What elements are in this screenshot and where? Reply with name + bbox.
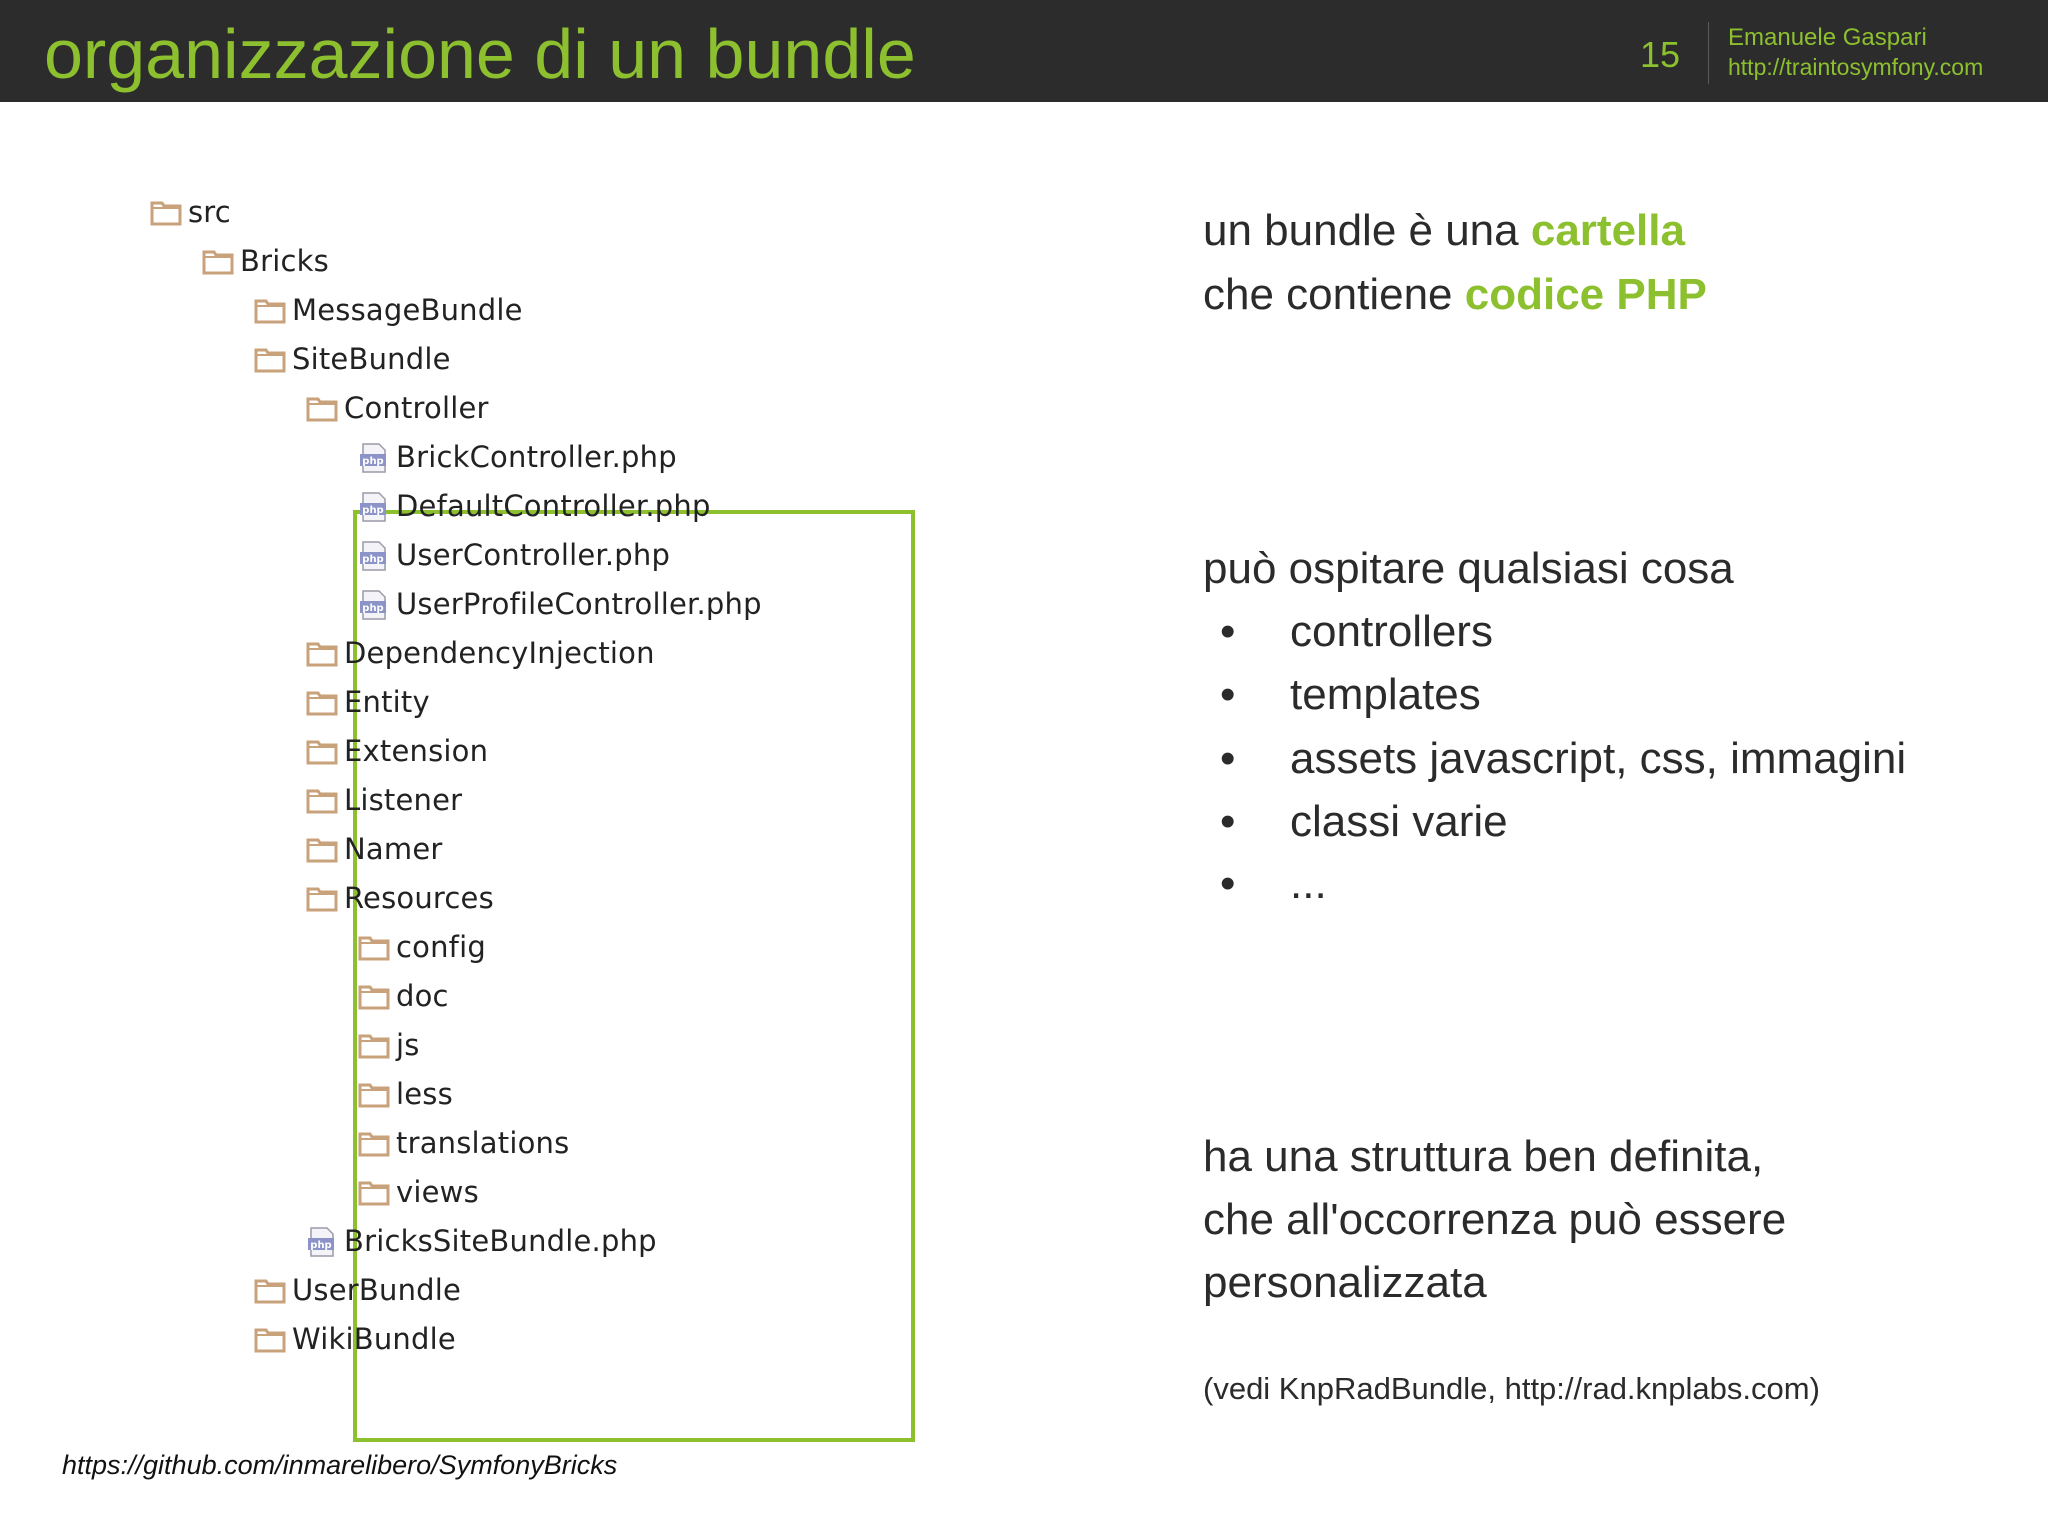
tree-item-label: src <box>188 195 231 229</box>
tree-row[interactable] <box>306 878 494 918</box>
tree-row[interactable] <box>306 731 488 771</box>
tree-item-label: Controller <box>344 391 489 425</box>
bullet-text: assets javascript, css, immagini <box>1290 734 1907 783</box>
folder-icon <box>358 1177 390 1207</box>
tree-row[interactable] <box>254 1270 461 1310</box>
php-file-icon <box>306 1226 338 1256</box>
file-tree <box>120 180 820 1380</box>
tree-item-label: Bricks <box>240 244 329 278</box>
bullet-item: • assets javascript, css, immagini <box>1220 734 1907 783</box>
tree-row[interactable] <box>202 241 329 281</box>
tree-item-label: Listener <box>344 783 463 817</box>
tree-item-label: views <box>396 1175 479 1209</box>
intro-line-1 <box>1203 203 1685 259</box>
folder-icon <box>306 736 338 766</box>
tree-row[interactable] <box>358 1025 420 1065</box>
folder-icon <box>150 197 182 227</box>
svg-text:php: php <box>362 554 384 565</box>
tree-item-label: Entity <box>344 685 430 719</box>
folder-icon <box>358 1030 390 1060</box>
tree-row[interactable] <box>150 192 231 232</box>
header-divider <box>1708 22 1709 84</box>
structure-line-2: che all'occorrenza può essere <box>1203 1195 1787 1244</box>
tree-item-label: doc <box>396 979 449 1013</box>
folder-icon <box>358 1079 390 1109</box>
folder-icon <box>306 883 338 913</box>
intro-text-2: che contiene <box>1203 270 1465 319</box>
bullet-item: • ... <box>1220 859 1327 908</box>
folder-icon <box>358 981 390 1011</box>
tree-item-label: translations <box>396 1126 570 1160</box>
php-file-icon <box>358 589 390 619</box>
bullet-item: • templates <box>1220 670 1481 719</box>
tree-row[interactable] <box>306 388 489 428</box>
slide-title: organizzazione di un bundle <box>44 15 916 93</box>
folder-icon <box>254 1324 286 1354</box>
svg-text:php: php <box>362 505 384 516</box>
tree-row[interactable] <box>358 976 449 1016</box>
tree-item-label: config <box>396 930 486 964</box>
structure-line-3: personalizzata <box>1203 1258 1487 1307</box>
bullet-text: templates <box>1290 670 1481 719</box>
tree-row[interactable] <box>358 486 711 526</box>
hosts-heading: può ospitare qualsiasi cosa <box>1203 544 1734 593</box>
php-file-icon <box>358 491 390 521</box>
tree-item-label: WikiBundle <box>292 1322 456 1356</box>
tree-row[interactable] <box>254 1319 456 1359</box>
source-link[interactable]: https://github.com/inmarelibero/SymfonyBricks <box>62 1450 618 1480</box>
author-name: Emanuele Gaspari <box>1728 24 1927 51</box>
tree-row[interactable] <box>358 535 670 575</box>
intro-text-1: un bundle è una <box>1203 206 1531 255</box>
tree-item-label: DefaultController.php <box>396 489 711 523</box>
note-knprad: (vedi KnpRadBundle, http://rad.knplabs.com) <box>1203 1371 1820 1406</box>
tree-item-label: Extension <box>344 734 489 768</box>
tree-item-label: UserController.php <box>396 538 671 572</box>
intro-accent-cartella: cartella <box>1530 206 1685 255</box>
tree-row[interactable] <box>358 584 762 624</box>
folder-icon <box>306 687 338 717</box>
bullet-item: • controllers <box>1220 607 1493 656</box>
folder-icon <box>254 295 286 325</box>
bullet-text: classi varie <box>1290 797 1508 846</box>
php-file-icon <box>358 540 390 570</box>
tree-item-label: SiteBundle <box>292 342 451 376</box>
folder-icon <box>254 1275 286 1305</box>
tree-item-label: DependencyInjection <box>344 636 655 670</box>
tree-row[interactable] <box>306 1221 657 1261</box>
intro-line-2 <box>1203 267 1707 323</box>
tree-item-label: UserBundle <box>292 1273 462 1307</box>
tree-item-label: BrickController.php <box>396 440 677 474</box>
bullet-text: controllers <box>1290 607 1493 656</box>
author-url: http://traintosymfony.com <box>1728 54 1984 80</box>
tree-item-label: UserProfileController.php <box>396 587 762 621</box>
folder-icon <box>306 638 338 668</box>
tree-row[interactable] <box>358 1172 479 1212</box>
tree-item-label: MessageBundle <box>292 293 523 327</box>
php-file-icon <box>358 442 390 472</box>
tree-row[interactable] <box>358 1074 453 1114</box>
folder-icon <box>358 932 390 962</box>
svg-text:php: php <box>362 456 384 467</box>
tree-row[interactable] <box>306 780 462 820</box>
tree-row[interactable] <box>254 339 451 379</box>
tree-row[interactable] <box>306 633 655 673</box>
tree-item-label: BricksSiteBundle.php <box>344 1224 657 1258</box>
folder-icon <box>254 344 286 374</box>
bullet-text: ... <box>1290 859 1327 908</box>
intro-accent-php: codice PHP <box>1464 270 1707 319</box>
bullet-item: • classi varie <box>1220 797 1508 846</box>
svg-text:php: php <box>362 603 384 614</box>
tree-row[interactable] <box>358 1123 569 1163</box>
tree-row[interactable] <box>358 437 677 477</box>
tree-row[interactable] <box>306 682 430 722</box>
folder-icon <box>306 785 338 815</box>
svg-text:php: php <box>310 1240 332 1251</box>
tree-row[interactable] <box>306 829 442 869</box>
tree-item-label: js <box>396 1028 420 1062</box>
slide-header <box>0 0 2048 102</box>
folder-icon <box>306 834 338 864</box>
tree-row[interactable] <box>254 290 523 330</box>
structure-line-1: ha una struttura ben definita, <box>1203 1132 1764 1181</box>
page-number: 15 <box>1640 34 1681 75</box>
tree-item-label: less <box>396 1077 453 1111</box>
tree-item-label: Namer <box>344 832 443 866</box>
folder-icon <box>358 1128 390 1158</box>
tree-item-label: Resources <box>344 881 494 915</box>
tree-row[interactable] <box>358 927 486 967</box>
folder-icon <box>202 246 234 276</box>
folder-icon <box>306 393 338 423</box>
